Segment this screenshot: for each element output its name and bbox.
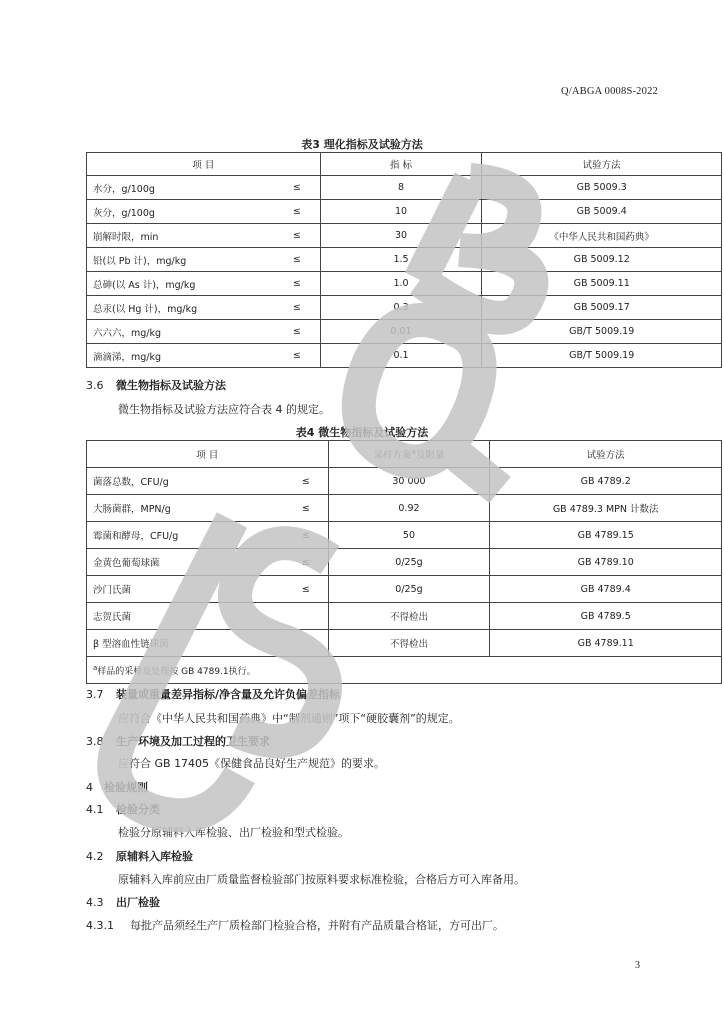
table-row xyxy=(87,549,722,576)
row-method: GB 5009.4 xyxy=(482,200,722,224)
row-comparator: ≤ xyxy=(284,495,328,522)
table3-header-row xyxy=(87,153,722,176)
row-comparator: ≤ xyxy=(274,272,320,296)
row-comparator: ≤ xyxy=(284,468,328,495)
row-item: 灰分，g/100g xyxy=(87,200,275,224)
section-3-7-text: 应符合《中华人民共和国药典》中“制剂通则”项下“硬胶囊剂”的规定。 xyxy=(118,712,460,725)
row-item: 总砷(以 As 计)，mg/kg xyxy=(87,272,275,296)
table4 xyxy=(86,440,722,684)
row-value: 0/25g xyxy=(328,576,490,603)
row-item: 滴滴涕，mg/kg xyxy=(87,344,275,368)
section-4-3-heading xyxy=(86,894,160,910)
table-row xyxy=(87,576,722,603)
section-title: 微生物指标及试验方法 xyxy=(116,379,226,392)
row-method: GB 4789.10 xyxy=(490,549,722,576)
row-item: 菌落总数，CFU/g xyxy=(87,468,285,495)
section-3-6-text: 微生物指标及试验方法应符合表 4 的规定。 xyxy=(118,403,330,416)
table-row xyxy=(87,468,722,495)
section-title: 生产环境及加工过程的卫生要求 xyxy=(116,735,270,748)
row-value: 30 000 xyxy=(328,468,490,495)
row-comparator: ≤ xyxy=(284,576,328,603)
row-item: 霉菌和酵母，CFU/g xyxy=(87,522,285,549)
row-item: 铅(以 Pb 计)，mg/kg xyxy=(87,248,275,272)
row-value: 0.01 xyxy=(320,320,482,344)
row-comparator xyxy=(284,630,328,657)
table4-header-row xyxy=(87,441,722,468)
section-number: 3.7 xyxy=(86,688,104,701)
row-item: β 型溶血性链球菌 xyxy=(87,630,285,657)
standard-code: Q/ABGA 0008S-2022 xyxy=(560,86,658,97)
row-comparator: ≤ xyxy=(274,224,320,248)
section-number: 4.1 xyxy=(86,803,104,816)
section-3-6-heading xyxy=(86,377,226,393)
row-value: 10 xyxy=(320,200,482,224)
section-title: 检验分类 xyxy=(116,803,160,816)
section-3-7-heading xyxy=(86,686,340,702)
table-row xyxy=(87,630,722,657)
section-number: 4.3 xyxy=(86,896,104,909)
table3-header-value: 指 标 xyxy=(320,153,482,176)
header-plan-text: 采样方案 xyxy=(373,450,412,461)
table4-header-plan xyxy=(328,441,490,468)
footnote-mark: a xyxy=(411,447,416,456)
section-4-1-text: 检验分原辅料入库检验、出厂检验和型式检验。 xyxy=(118,826,349,839)
section-4-1-heading xyxy=(86,801,160,817)
table-row xyxy=(87,224,722,248)
row-value: 1.5 xyxy=(320,248,482,272)
table3 xyxy=(86,152,722,368)
table-row xyxy=(87,272,722,296)
row-value: 不得检出 xyxy=(328,603,490,630)
table4-footnote xyxy=(87,657,722,684)
table3-caption: 表3 理化指标及试验方法 xyxy=(301,138,423,151)
row-method: GB 4789.5 xyxy=(490,603,722,630)
table4-footnote-row xyxy=(87,657,722,684)
row-item: 总汞(以 Hg 计)，mg/kg xyxy=(87,296,275,320)
section-number: 3.8 xyxy=(86,735,104,748)
row-item: 崩解时限，min xyxy=(87,224,275,248)
row-item: 大肠菌群，MPN/g xyxy=(87,495,285,522)
row-item: 沙门氏菌 xyxy=(87,576,285,603)
page-number: 3 xyxy=(635,960,640,971)
section-number: 4.3.1 xyxy=(86,919,114,932)
row-comparator: ≤ xyxy=(274,344,320,368)
section-title: 检验规则 xyxy=(104,781,148,794)
footnote-text: 样品的采样及处理按 GB 4789.1执行。 xyxy=(97,666,256,677)
table3-header-method: 试验方法 xyxy=(482,153,722,176)
row-method: GB 5009.17 xyxy=(482,296,722,320)
row-method: GB/T 5009.19 xyxy=(482,320,722,344)
row-method: GB 5009.12 xyxy=(482,248,722,272)
row-comparator: ≤ xyxy=(274,320,320,344)
section-title: 出厂检验 xyxy=(116,896,160,909)
row-comparator: ≤ xyxy=(274,200,320,224)
section-title: 装量或重量差异指标/净含量及允许负偏差指标 xyxy=(116,688,341,701)
table-row xyxy=(87,522,722,549)
clause-text: 每批产品须经生产厂质检部门检验合格，并附有产品质量合格证，方可出厂。 xyxy=(130,919,504,932)
table3-header-item: 项 目 xyxy=(87,153,321,176)
section-4-heading xyxy=(86,779,148,795)
table4-caption: 表4 微生物指标及试验方法 xyxy=(295,426,429,439)
row-value: 不得检出 xyxy=(328,630,490,657)
section-number: 4.2 xyxy=(86,850,104,863)
table-row xyxy=(87,320,722,344)
row-method: GB 4789.4 xyxy=(490,576,722,603)
row-value: 0.92 xyxy=(328,495,490,522)
header-limit-text: 及限量 xyxy=(415,450,445,461)
section-4-3-1-text xyxy=(86,917,504,933)
row-method: GB 5009.3 xyxy=(482,176,722,200)
table-row xyxy=(87,603,722,630)
row-item: 水分，g/100g xyxy=(87,176,275,200)
row-comparator: ≤ xyxy=(284,522,328,549)
row-value: 30 xyxy=(320,224,482,248)
row-method: GB/T 5009.19 xyxy=(482,344,722,368)
table-row xyxy=(87,248,722,272)
row-item: 六六六，mg/kg xyxy=(87,320,275,344)
footnote-mark: a xyxy=(93,663,98,672)
row-comparator: ≤ xyxy=(284,549,328,576)
row-method: GB 4789.2 xyxy=(490,468,722,495)
row-comparator: ≤ xyxy=(274,296,320,320)
section-title: 原辅料入库检验 xyxy=(116,850,193,863)
section-4-2-heading xyxy=(86,848,193,864)
row-value: 50 xyxy=(328,522,490,549)
section-number: 4 xyxy=(86,781,93,794)
row-method: GB 4789.15 xyxy=(490,522,722,549)
section-3-8-text: 应符合 GB 17405《保健食品良好生产规范》的要求。 xyxy=(118,757,386,770)
section-3-8-heading xyxy=(86,733,270,749)
row-value: 0.1 xyxy=(320,344,482,368)
table4-header-item: 项 目 xyxy=(87,441,329,468)
row-comparator xyxy=(284,603,328,630)
section-number: 3.6 xyxy=(86,379,104,392)
row-method: 《中华人民共和国药典》 xyxy=(482,224,722,248)
row-method: GB 5009.11 xyxy=(482,272,722,296)
row-value: 8 xyxy=(320,176,482,200)
row-item: 金黄色葡萄球菌 xyxy=(87,549,285,576)
row-value: 0/25g xyxy=(328,549,490,576)
row-comparator: ≤ xyxy=(274,176,320,200)
table-row xyxy=(87,344,722,368)
table4-header-method: 试验方法 xyxy=(490,441,722,468)
row-value: 1.0 xyxy=(320,272,482,296)
table-row xyxy=(87,495,722,522)
row-comparator: ≤ xyxy=(274,248,320,272)
table-row xyxy=(87,176,722,200)
table-row xyxy=(87,200,722,224)
table-row xyxy=(87,296,722,320)
row-method: GB 4789.3 MPN 计数法 xyxy=(490,495,722,522)
row-item: 志贺氏菌 xyxy=(87,603,285,630)
section-4-2-text: 原辅料入库前应由厂质量监督检验部门按原料要求标准检验，合格后方可入库备用。 xyxy=(118,873,525,886)
row-value: 0.3 xyxy=(320,296,482,320)
row-method: GB 4789.11 xyxy=(490,630,722,657)
